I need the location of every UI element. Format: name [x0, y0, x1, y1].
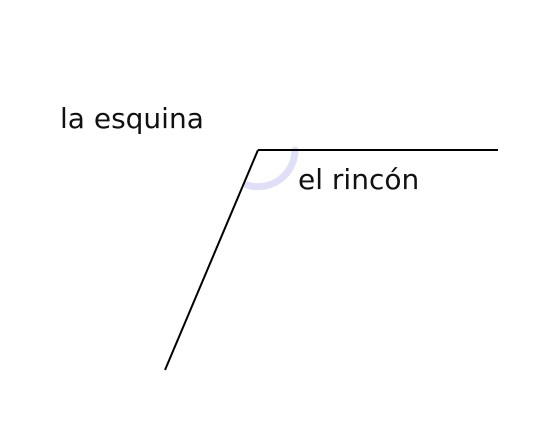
slanted-line: [165, 150, 258, 370]
inside-corner-label: el rincón: [298, 163, 420, 196]
outside-corner-label: la esquina: [60, 102, 204, 135]
angle-arc: [247, 150, 295, 187]
